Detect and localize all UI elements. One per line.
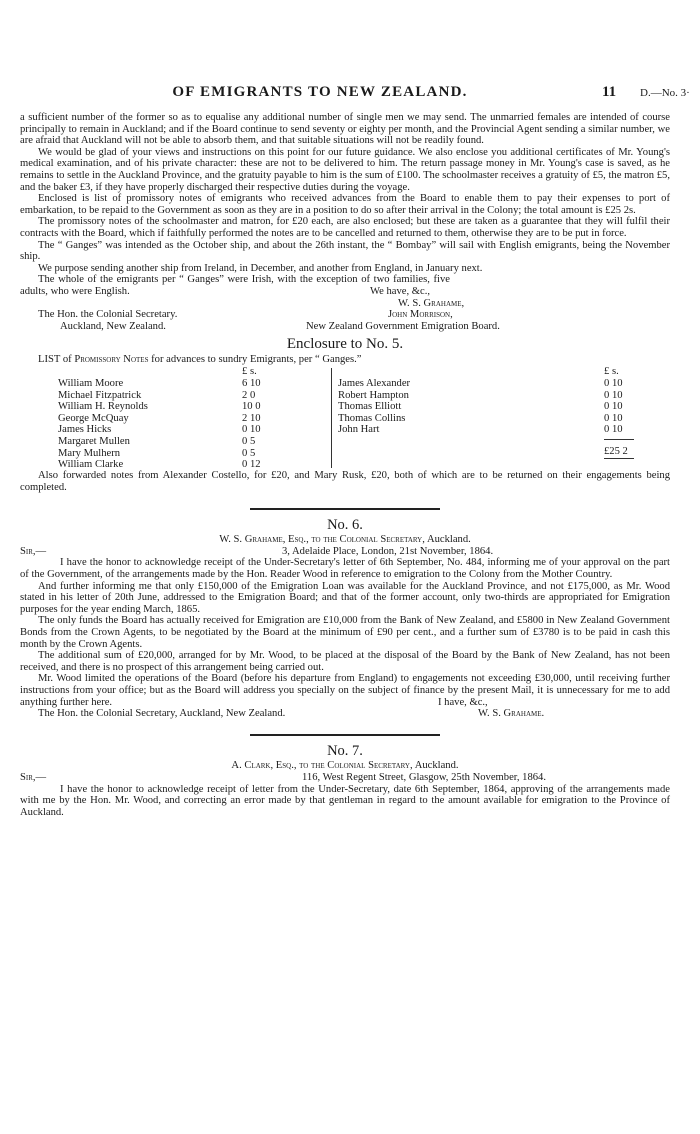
- promissory-notes-table: [20, 366, 670, 470]
- total-rule-top: [604, 439, 634, 440]
- no6-address-line: [20, 546, 670, 558]
- no6-closing: I have, &c.,: [438, 696, 488, 708]
- right-note-amount: 0 10: [604, 424, 623, 436]
- letter1-paragraph-7: The whole of the emigrants per “ Ganges” were Irish, with the exception of two families, five adults, who were English.: [20, 274, 450, 297]
- no7-address-line: [20, 772, 670, 784]
- no7-from-suffix: Auckland.: [414, 760, 459, 772]
- no6-salutation: Sir,—: [20, 545, 47, 557]
- right-note-name: James Alexander: [338, 378, 411, 390]
- left-note-amount: 0 5: [242, 447, 256, 459]
- right-note-name: Thomas Elliott: [338, 401, 402, 413]
- no6-addressee: The Hon. the Colonial Secretary, Auckland, New Zealand.: [38, 708, 286, 720]
- currency-header-left: £ s.: [242, 366, 257, 378]
- right-note-amount: 0 10: [604, 378, 623, 390]
- no6-closing-line: [20, 697, 670, 709]
- page-header: [20, 84, 690, 104]
- no7-from-line: [20, 760, 670, 772]
- no7-from-sc: Colonial Secretary,: [327, 760, 413, 772]
- right-note-name: Thomas Collins: [338, 412, 406, 424]
- letter1-paragraph-2: We would be glad of your views and instructions on this point for our future guidance. We also enclose you additional certificates of Mr. Young's medical examination, and of his private character: these are not to be delivered to him. The return passage money in Mr. Young's case is saved, as he remains to settle in the Auckland Province, and the gratuity payable to him is the sum of £100. The schoolmaster receives a gratuity of £5, the matron £5, and the baker £3, if they have properly discharged their respective duties during the voyage.: [20, 146, 670, 193]
- no6-from-prefix: W. S. Grahame, Esq., to the: [219, 534, 337, 546]
- left-note-name: Margaret Mullen: [58, 436, 130, 448]
- no6-from-sc: Colonial Secretary,: [339, 534, 425, 546]
- document-reference: D.—No. 3·: [640, 87, 690, 99]
- left-note-amount: 6 10: [242, 378, 261, 390]
- section-divider-1: [250, 508, 440, 510]
- no6-paragraph-2: And further informing me that only £150,000 of the Emigration Loan was available for the Auckland Province, and not £175,000, as Mr. Wood stated in his letter of 20th June, addressed to the Emigration Board; and that of the former account, only two-thirds are appropriated for Emigration purposes for the year ending March, 1865.: [20, 580, 670, 615]
- currency-header-right: £ s.: [604, 366, 619, 378]
- enclosure-title: Enclosure to No. 5.: [286, 336, 404, 353]
- left-note-amount: 0 12: [242, 459, 261, 471]
- total-rule-bottom: [604, 458, 634, 459]
- no6-signatory: W. S. Grahame.: [478, 708, 545, 720]
- left-note-amount: 2 0: [242, 389, 256, 401]
- document-body: [20, 112, 670, 818]
- board-name: New Zealand Government Emigration Board.: [306, 320, 500, 332]
- left-note-amount: 0 10: [242, 424, 261, 436]
- running-title: OF EMIGRANTS TO NEW ZEALAND.: [172, 84, 468, 100]
- letter1-paragraph-5: The “ Ganges” was intended as the October ship, and about the 26th instant, the “ Bombay” will sail with English emigrants, being the November ship.: [20, 239, 670, 263]
- signatory-grahame: W. S. Grahame,: [398, 297, 465, 309]
- no6-from-line: [20, 534, 670, 546]
- no6-paragraph-5: Mr. Wood limited the operations of the Board (before his departure from England) to engagements not exceeding £30,000, until receiving further instructions from your office; but as the Board will address you specially on the subject of finance by the present Mail, it is unnecessary for me to add anything further here.: [20, 673, 670, 708]
- letter1-paragraph-1: a sufficient number of the former so as to equalise any additional number of single men we may send. The unmarried females are intended of course principally to remain in Auckland; and if the Board continue to send seventy or eighty per month, and the Provincial Agent sending a similar number, we are afraid that Auckland will not be able to absorb them, and that suitable situations will not be readily found.: [20, 112, 670, 147]
- signature-line-1: [20, 298, 670, 310]
- closing-line: [20, 286, 670, 298]
- total-amount: £25 2: [604, 446, 628, 458]
- no7-title: No. 7.: [327, 742, 363, 759]
- left-note-name: George McQuay: [58, 412, 129, 424]
- left-note-name: Michael Fitzpatrick: [58, 389, 142, 401]
- right-note-name: John Hart: [338, 424, 380, 436]
- right-note-amount: 0 10: [604, 389, 623, 401]
- signatory-morrison: John Morrison,: [388, 309, 453, 321]
- right-note-name: Robert Hampton: [338, 389, 409, 401]
- page-number: 11: [602, 84, 617, 100]
- right-note-amount: 0 10: [604, 412, 623, 424]
- no7-paragraph-1: I have the honor to acknowledge receipt of letter from the Under-Secretary, date 6th September, 1864, approving of the arrangements made with me by the Hon. Mr. Wood, and correcting an error made by that gentleman in regard to the amount available for emigration to the Province of Auckland.: [20, 783, 670, 818]
- no6-signature-line: [20, 708, 670, 720]
- no7-address: 116, West Regent Street, Glasgow, 25th November, 1864.: [302, 771, 547, 783]
- closing-formula: We have, &c.,: [370, 285, 431, 297]
- left-note-name: William H. Reynolds: [58, 401, 148, 413]
- enclosure-note: Also forwarded notes from Alexander Costello, for £20, and Mary Rusk, £20, both of which are to be returned on their engagements being completed.: [20, 470, 670, 494]
- letter1-paragraph-6: We purpose sending another ship from Ireland, in December, and another from England, in January next.: [38, 262, 483, 274]
- no6-address: 3, Adelaide Place, London, 21st November, 1864.: [282, 545, 494, 557]
- left-note-name: William Moore: [58, 378, 124, 390]
- letter1-paragraph-3: Enclosed is list of promissory notes of emigrants who received advances from the Board to enable them to pay their expenses to port of embarkation, to be repaid to the Government as soon as they are in a position to do so after their arrival in the Colony; the total amount is £25 2s.: [20, 193, 670, 216]
- letter1-paragraph-4: The promissory notes of the schoolmaster and matron, for £20 each, are also enclosed; but these are taken as a guarantee that they will fulfil their contracts with the Board, which if faithfully performed the notes are to be cancelled and returned to them, otherwise they are to be put in force.: [20, 216, 670, 239]
- right-note-amount: 0 10: [604, 401, 623, 413]
- column-divider: [331, 368, 332, 468]
- section-divider-2: [250, 734, 440, 736]
- no7-from-prefix: A. Clark, Esq., to the: [231, 760, 325, 772]
- left-note-name: Mary Mulhern: [58, 447, 121, 459]
- list-prefix: LIST of: [38, 353, 72, 365]
- left-note-amount: 2 10: [242, 412, 261, 424]
- left-note-name: William Clarke: [58, 459, 124, 471]
- left-note-amount: 10 0: [242, 401, 261, 413]
- no6-paragraph-3: The only funds the Board has actually received for Emigration are £10,000 from the Bank of New Zealand, and £5800 in New Zealand Government Bonds from the Crown Agents, to be negotiated by the Board at the minimum of £90 per cent., and a further sum of £3780 is to be paid in cash this month by the Crown Agents.: [20, 615, 670, 650]
- no6-paragraph-4: The additional sum of £20,000, arranged for by Mr. Wood, to be placed at the disposal of the Board by the Bank of New Zealand, has not been received, and there is no prospect of this arrangement being carried out.: [20, 650, 670, 673]
- signature-line-3: [20, 321, 670, 333]
- list-suffix: for advances to sundry Emigrants, per “ Ganges.”: [151, 353, 362, 365]
- left-note-amount: 0 5: [242, 436, 256, 448]
- no6-from-suffix: Auckland.: [426, 534, 471, 546]
- signature-line-2: [20, 309, 670, 321]
- list-heading: [20, 354, 670, 366]
- left-note-name: James Hicks: [58, 424, 112, 436]
- addressee: The Hon. the Colonial Secretary.: [38, 309, 178, 321]
- list-title-sc: Promissory Notes: [74, 353, 149, 365]
- no6-paragraph-1: I have the honor to acknowledge receipt of the Under-Secretary's letter of 6th September, No. 484, informing me of your approval on the part of the Government, of the arrangements made by the Hon. Reader Wood in reference to emigration to the Colony from the Mother Country.: [20, 557, 670, 581]
- no6-title: No. 6.: [327, 516, 363, 533]
- no7-salutation: Sir,—: [20, 771, 47, 783]
- addressee-place: Auckland, New Zealand.: [60, 320, 166, 332]
